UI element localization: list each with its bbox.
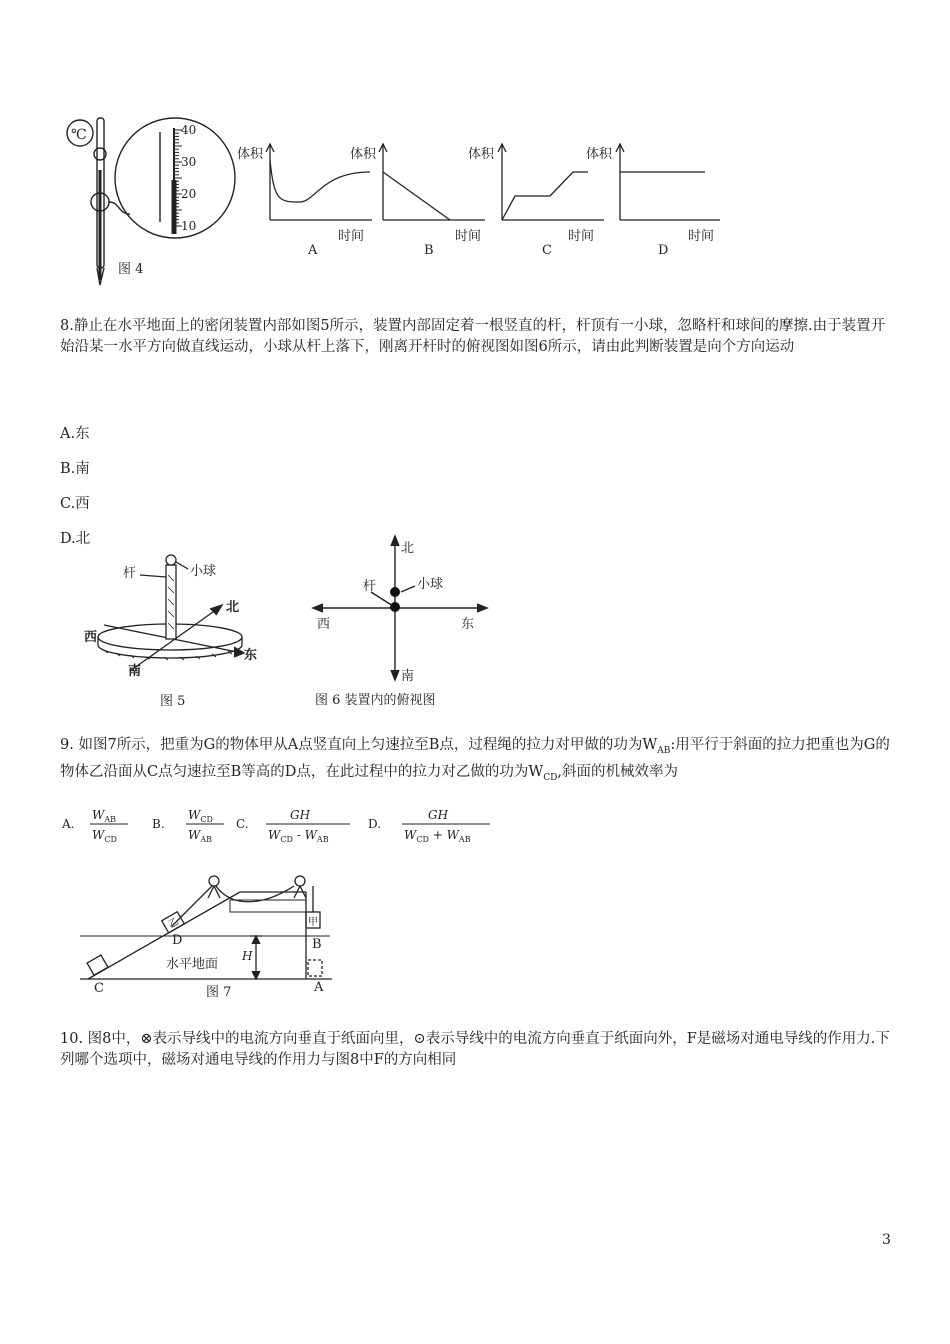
graph-b-line bbox=[383, 172, 450, 220]
choice-c-num: GH bbox=[290, 808, 311, 822]
choice-c-label: C. bbox=[236, 817, 249, 831]
choice-b-num: $W_{CD}$ bbox=[188, 808, 213, 824]
figure-6-caption: 图 6 装置内的俯视图 bbox=[315, 693, 436, 708]
scale-tick-20: 20 bbox=[181, 187, 197, 201]
scale-tick-40: 40 bbox=[181, 123, 197, 137]
graph-b-y-label: 体积 bbox=[350, 147, 377, 162]
graph-b bbox=[350, 144, 485, 258]
question-9-part-2: :用平行于斜面的拉力把重也为G的物体乙沿面从C点匀速拉至B等高的D点，在此过程中的拉力对乙做的功为W bbox=[60, 737, 890, 780]
fig7-jia-label: 甲 bbox=[308, 917, 318, 928]
question-8-option-b: B.南 bbox=[60, 461, 90, 477]
page-number: 3 bbox=[882, 1232, 891, 1248]
fig6-north-label: 北 bbox=[401, 541, 415, 556]
fig5-pole-label: 杆 bbox=[123, 566, 137, 581]
choice-a-den: $W_{CD}$ bbox=[92, 828, 117, 844]
fig5-east-label: 东 bbox=[244, 648, 258, 663]
graph-a-option: A bbox=[308, 243, 318, 258]
question-9-part-1: 9. 如图7所示，把重为G的物体甲从A点竖直向上匀速拉至B点，过程绳的拉力对甲做的功为W bbox=[60, 737, 658, 753]
figure-7 bbox=[80, 868, 350, 1003]
fig5-north-label: 北 bbox=[226, 600, 240, 615]
graph-a-x-label: 时间 bbox=[338, 229, 365, 244]
question-8-option-d: D.北 bbox=[60, 531, 91, 547]
question-9-text bbox=[60, 735, 894, 789]
figure-7-caption: 图 7 bbox=[206, 985, 232, 1000]
question-9-part-3: ,斜面的机械效率为 bbox=[557, 763, 678, 780]
choice-d-label: D. bbox=[368, 817, 382, 831]
graph-b-x-label: 时间 bbox=[455, 229, 482, 244]
fig7-point-a: A bbox=[314, 980, 324, 995]
question-10-text: 10. 图8中，⊗表示导线中的电流方向垂直于纸面向里，⊙表示导线中的电流方向垂直于纸面向外，F是磁场对通电导线的作用力.下列哪个选项中，磁场对通电导线的作用力与图8中F的方向相同 bbox=[60, 1031, 890, 1068]
choice-a-label: A. bbox=[62, 817, 75, 831]
graph-a-y-label: 体积 bbox=[237, 147, 264, 162]
fig6-west-label: 西 bbox=[317, 617, 331, 632]
question-8-option-c: C.西 bbox=[60, 496, 90, 512]
graph-b-option: B bbox=[424, 243, 434, 258]
choice-b-label: B. bbox=[152, 817, 165, 831]
graph-d-option: D bbox=[658, 243, 669, 258]
graph-c-y-label: 体积 bbox=[468, 147, 495, 162]
figure-4 bbox=[60, 110, 740, 295]
graph-c-option: C bbox=[542, 243, 552, 258]
graph-d-x-label: 时间 bbox=[688, 229, 715, 244]
fig6-south-label: 南 bbox=[401, 669, 415, 684]
graph-a-curve bbox=[270, 160, 370, 202]
celsius-symbol: ℃ bbox=[71, 127, 87, 143]
pole-dot bbox=[390, 602, 400, 612]
choice-c-den: $W_{CD} - W_{AB}$ bbox=[268, 828, 329, 844]
ball-dot bbox=[390, 587, 400, 597]
question-9-choices bbox=[60, 800, 500, 850]
fig6-pole-label: 杆 bbox=[363, 579, 377, 594]
graph-c bbox=[468, 144, 604, 258]
scale-tick-30: 30 bbox=[181, 155, 197, 169]
fig5-ball-label: 小球 bbox=[190, 564, 217, 579]
graph-d-y-label: 体积 bbox=[586, 147, 613, 162]
fig6-ball-label: 小球 bbox=[417, 577, 444, 592]
fig7-point-b: B bbox=[312, 937, 322, 952]
fig7-yi-label: 乙 bbox=[166, 916, 181, 931]
figure-5 bbox=[80, 545, 280, 715]
graph-d bbox=[586, 144, 720, 258]
choice-d-num: GH bbox=[428, 808, 449, 822]
fig5-south-label: 南 bbox=[128, 664, 142, 679]
w-cd-subscript: CD bbox=[543, 772, 558, 783]
graph-c-x-label: 时间 bbox=[568, 229, 595, 244]
question-8-option-a: A.东 bbox=[60, 426, 90, 442]
choice-a-num: $W_{AB}$ bbox=[92, 808, 116, 824]
figure-6 bbox=[305, 530, 505, 715]
choice-b-den: $W_{AB}$ bbox=[188, 828, 212, 844]
choice-d-den: $W_{CD} + W_{AB}$ bbox=[404, 828, 471, 844]
figure-5-caption: 图 5 bbox=[160, 694, 186, 709]
fig6-east-label: 东 bbox=[461, 617, 475, 632]
scale-tick-10: 10 bbox=[181, 219, 197, 233]
fig5-west-label: 西 bbox=[84, 630, 98, 645]
ball bbox=[166, 555, 176, 565]
w-ab-subscript: AB bbox=[657, 745, 671, 756]
fig7-point-d: D bbox=[172, 933, 183, 948]
fig7-ground-label: 水平地面 bbox=[166, 957, 219, 972]
graph-c-line bbox=[502, 172, 588, 220]
question-8-text: 8.静止在水平地面上的密闭装置内部如图5所示，装置内部固定着一根竖直的杆，杆顶有一小球，忽略杆和球间的摩擦.由于装置开始沿某一水平方向做直线运动，小球从杆上落下，刚离开杆时的俯视图如图6所示，请由此判断装置是向个方向运动 bbox=[60, 318, 886, 355]
fig7-point-c: C bbox=[94, 981, 104, 996]
fig7-height-label: H bbox=[242, 949, 253, 963]
figure-4-caption: 图 4 bbox=[118, 262, 144, 277]
